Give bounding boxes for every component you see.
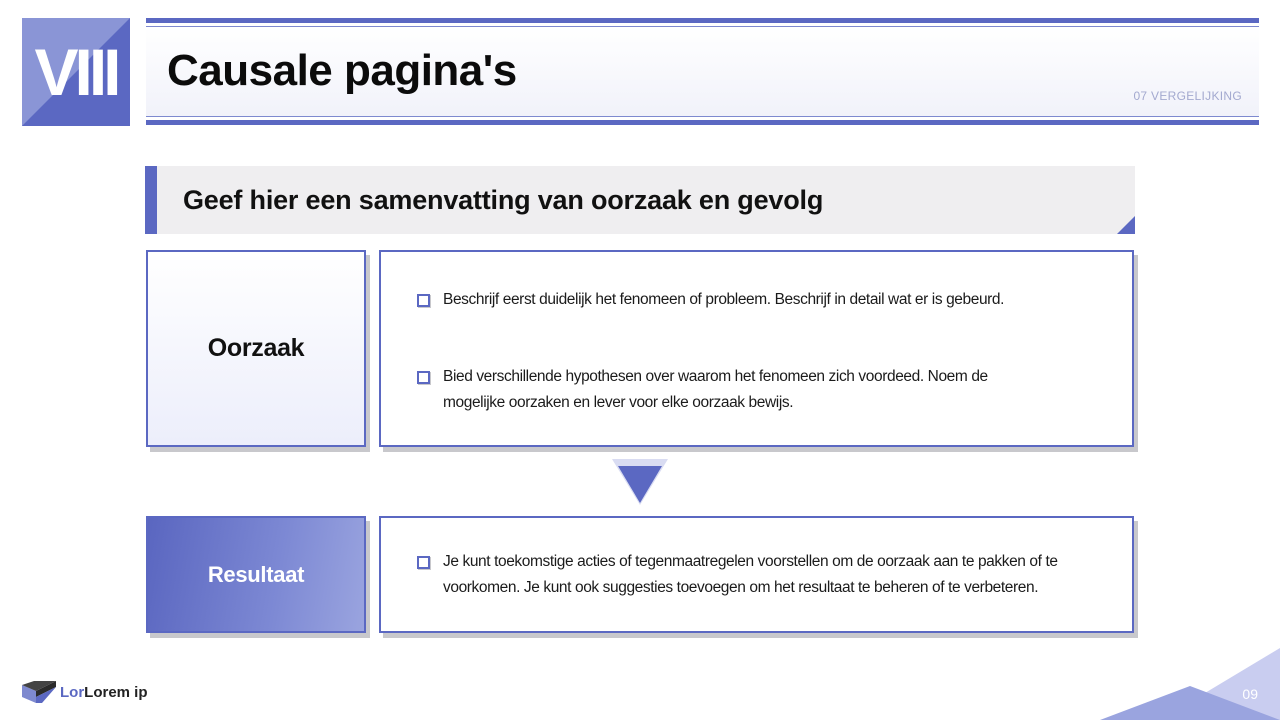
logo-rest: Lorem ip bbox=[84, 683, 148, 701]
logo-highlight: Lor bbox=[60, 683, 85, 701]
chapter-numeral: VIII bbox=[34, 35, 118, 109]
summary-corner-triangle bbox=[1117, 216, 1135, 234]
summary-heading: Geef hier een samenvatting van oorzaak en gevolg bbox=[183, 185, 824, 215]
cause-bullet bbox=[417, 292, 1017, 313]
footer-logo bbox=[22, 681, 148, 703]
result-bullet bbox=[417, 554, 1117, 601]
cause-bullet bbox=[417, 369, 1017, 416]
checkbox-square-icon bbox=[417, 556, 430, 569]
header-bottom-thin-rule bbox=[146, 116, 1259, 117]
header-bottom-rule bbox=[146, 120, 1259, 125]
triangle-down-icon bbox=[612, 459, 668, 505]
logo-text bbox=[60, 684, 148, 701]
cause-label-card bbox=[146, 250, 366, 447]
summary-bar bbox=[145, 166, 1135, 234]
checkbox-square-icon bbox=[417, 294, 430, 307]
checkbox-square-icon bbox=[417, 371, 430, 384]
result-label-card bbox=[146, 516, 366, 633]
result-body-card bbox=[379, 516, 1134, 633]
chapter-badge bbox=[22, 18, 130, 126]
cause-label: Oorzaak bbox=[207, 334, 305, 362]
page-number: 09 bbox=[1242, 686, 1258, 702]
corner-decoration bbox=[1100, 648, 1280, 720]
cube-logo-icon bbox=[22, 681, 56, 703]
cause-bullet-text: Beschrijf eerst duidelijk het fenomeen of probleem. Beschrijf in detail wat er is gebeurd. bbox=[443, 291, 1005, 308]
summary-accent-bar bbox=[145, 166, 157, 234]
section-tag: 07 VERGELIJKING bbox=[1133, 89, 1242, 103]
cause-body-card bbox=[379, 250, 1134, 447]
header-top-rule bbox=[146, 18, 1259, 23]
page-title: Causale pagina's bbox=[167, 46, 517, 95]
result-bullet-text: Je kunt toekomstige acties of tegenmaatregelen voorstellen om de oorzaak aan te pakken of te voorkomen. Je kunt ook suggesties toevoegen om het resultaat te beheren of te verbeteren. bbox=[443, 553, 1058, 596]
cause-bullet-text: Bied verschillende hypothesen over waarom het fenomeen zich voordeed. Noem de mogelijke oorzaken en lever voor elke oorzaak bewijs. bbox=[443, 368, 988, 411]
result-label: Resultaat bbox=[207, 561, 305, 587]
